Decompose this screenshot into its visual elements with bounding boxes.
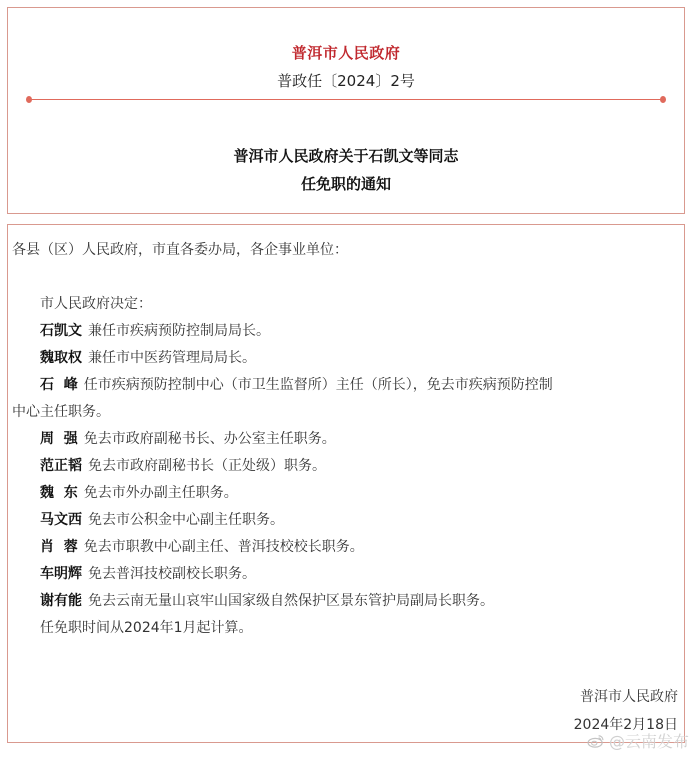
body-content: [12, 237, 680, 642]
appointment-entry: [12, 372, 680, 399]
signature-date: 2024年2月18日: [573, 717, 678, 733]
effective-date-note: 任免职时间从2024年1月起计算。: [40, 620, 253, 636]
appointment-text: 免去市职教中心副主任、普洱技校校长职务。: [83, 539, 364, 555]
watermark-text: @云南发布: [608, 732, 689, 751]
appointment-text: 免去市外办副主任职务。: [83, 485, 238, 501]
person-name: 石 峰: [40, 377, 78, 393]
appointment-text: 免去云南无量山哀牢山国家级自然保护区景东管护局副局长职务。: [88, 593, 494, 609]
appointment-entry: [12, 318, 680, 345]
appointment-entry: [12, 426, 680, 453]
document-header: [7, 7, 685, 214]
appointment-text: 兼任市疾病预防控制局局长。: [88, 323, 270, 339]
appointment-text: 免去市政府副秘书长、办公室主任职务。: [83, 431, 336, 447]
title-line-1: 普洱市人民政府关于石凯文等同志: [233, 147, 459, 165]
person-name: 车明辉: [40, 566, 82, 582]
issuer-name: 普洱市人民政府: [291, 44, 401, 62]
decision-intro: 市人民政府决定：: [40, 296, 152, 312]
document-body: [7, 224, 685, 743]
appointment-text: 兼任市中医药管理局局长。: [88, 350, 256, 366]
appointment-entry: [12, 453, 680, 480]
appointment-text: 免去市公积金中心副主任职务。: [88, 512, 284, 528]
appointment-entry-continuation: 中心主任职务。: [12, 404, 110, 420]
red-divider: [27, 99, 665, 100]
person-name: 肖 蓉: [40, 539, 78, 555]
appointment-entry: [12, 561, 680, 588]
divider-dot-left-icon: [26, 96, 32, 103]
document-title: [8, 142, 684, 198]
appointment-text: 免去普洱技校副校长职务。: [88, 566, 256, 582]
appointment-text: 免去市政府副秘书长（正处级）职务。: [88, 458, 326, 474]
document-number: 普政任〔2024〕2号: [277, 72, 415, 90]
person-name: 石凯文: [40, 323, 82, 339]
appointment-entry: [12, 480, 680, 507]
salutation: 各县（区）人民政府，市直各委办局，各企事业单位：: [12, 242, 348, 258]
appointment-entry: [12, 507, 680, 534]
person-name: 魏 东: [40, 485, 78, 501]
appointment-text: 任市疾病预防控制中心（市卫生监督所）主任（所长），免去市疾病预防控制: [83, 377, 553, 393]
appointment-entry: [12, 534, 680, 561]
person-name: 魏取权: [40, 350, 82, 366]
weibo-watermark: [587, 729, 689, 752]
appointment-entry: [12, 588, 680, 615]
signature-org: 普洱市人民政府: [580, 689, 678, 705]
person-name: 范正韬: [40, 458, 82, 474]
title-line-2: 任免职的通知: [300, 175, 391, 193]
divider-dot-right-icon: [660, 96, 666, 103]
weibo-icon: [587, 734, 605, 748]
person-name: 马文西: [40, 512, 82, 528]
appointment-entry: [12, 345, 680, 372]
person-name: 周 强: [40, 431, 78, 447]
person-name: 谢有能: [40, 593, 82, 609]
